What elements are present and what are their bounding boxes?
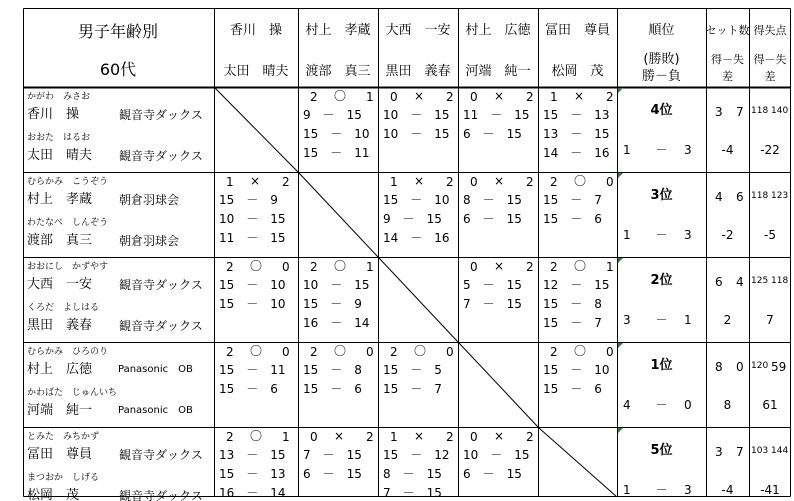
match-sets-won: 2 (226, 260, 234, 274)
points-for: 125 (751, 276, 769, 286)
sets-for: 4 (715, 190, 723, 204)
sets-difference: -4 (721, 143, 734, 157)
match-sets-won: 2 (226, 345, 234, 359)
match-sets-won: 0 (470, 90, 478, 104)
match-result-symbol: 〇 (414, 344, 427, 358)
game-score: 15 － 9 (219, 193, 278, 207)
game-score: 15 － 7 (543, 193, 602, 207)
game-score: 15 － 11 (219, 363, 286, 377)
match-sets-won: 2 (310, 90, 318, 104)
sets-against: 4 (736, 275, 744, 289)
game-score: 16 － 14 (219, 486, 286, 500)
game-score: 11 － 15 (219, 231, 286, 245)
game-score: 16 － 14 (303, 316, 370, 330)
diagonal-self-cell (539, 428, 617, 497)
player-furigana: わたなべ しんぞう (27, 218, 109, 228)
losses-count: 1 (684, 313, 692, 327)
points-for: 120 (751, 361, 769, 371)
game-score: 8 － 15 (463, 193, 522, 207)
player-furigana: むらかみ こうぞう (27, 177, 109, 187)
match-sets-lost: 2 (446, 430, 454, 444)
points-against: 140 (771, 106, 789, 116)
match-sets-lost: 2 (282, 175, 290, 189)
win-loss-dash: － (655, 483, 668, 497)
match-sets-won: 1 (390, 430, 398, 444)
points-header-sub: 得－失 (753, 53, 787, 66)
points-for: 103 (751, 446, 769, 456)
sets-against: 7 (736, 105, 744, 119)
match-sets-won: 2 (550, 260, 558, 274)
game-score: 13 － 15 (219, 448, 286, 462)
game-score: 15 － 10 (383, 193, 450, 207)
match-sets-lost: 0 (446, 345, 454, 359)
game-score: 6 － 15 (463, 127, 522, 141)
game-score: 15 － 13 (543, 108, 610, 122)
match-sets-won: 0 (470, 430, 478, 444)
game-score: 11 － 15 (463, 108, 530, 122)
points-against: 59 (771, 360, 787, 374)
game-score: 15 － 8 (543, 297, 602, 311)
game-score: 10 － 15 (219, 212, 286, 226)
points-header: 得失点 (753, 24, 787, 37)
player-club: 観音寺ダックス (119, 319, 203, 333)
match-sets-won: 0 (310, 430, 318, 444)
sets-difference: 8 (723, 398, 732, 412)
points-against: 144 (771, 446, 789, 456)
game-score: 5 － 15 (463, 278, 522, 292)
player-club: 観音寺ダックス (119, 108, 203, 122)
game-score: 7 － 15 (383, 486, 442, 500)
match-sets-lost: 0 (606, 175, 614, 189)
game-score: 15 － 11 (303, 146, 370, 160)
rank-value: 4位 (650, 103, 673, 118)
match-result-symbol: 〇 (334, 344, 347, 358)
player-name: 香川 操 (27, 107, 80, 122)
player-furigana: おおにし かずやす (27, 262, 109, 272)
game-score: 14 － 16 (383, 231, 450, 245)
match-result-symbol: × (414, 174, 425, 188)
match-result-symbol: × (414, 89, 425, 103)
sets-difference: 2 (723, 313, 732, 327)
match-sets-lost: 2 (526, 90, 534, 104)
match-result-symbol: × (494, 259, 505, 273)
points-against: 118 (771, 276, 789, 286)
points-difference: -41 (760, 483, 780, 497)
match-result-symbol: 〇 (574, 344, 587, 358)
player-name: 黒田 義春 (27, 318, 93, 333)
match-sets-lost: 1 (366, 90, 374, 104)
sets-against: 7 (736, 445, 744, 459)
points-difference: -5 (764, 228, 776, 242)
game-score: 6 － 15 (463, 212, 522, 226)
game-score: 7 － 15 (463, 297, 522, 311)
diagonal-self-cell (459, 343, 538, 427)
match-sets-won: 1 (226, 175, 234, 189)
cell-marker-icon (618, 343, 623, 348)
cell-marker-icon (618, 88, 623, 93)
rank-header-sub: 勝－負 (641, 69, 682, 84)
rank-value: 5位 (650, 443, 673, 458)
game-score: 14 － 16 (543, 146, 610, 160)
player-club: 観音寺ダックス (119, 278, 203, 292)
game-score: 15 － 6 (303, 382, 362, 396)
match-sets-won: 0 (470, 260, 478, 274)
rank-value: 3位 (650, 188, 673, 203)
match-result-symbol: × (494, 429, 505, 443)
game-score: 15 － 9 (303, 297, 362, 311)
match-result-symbol: × (250, 174, 261, 188)
match-sets-won: 2 (310, 345, 318, 359)
game-score: 10 － 15 (463, 448, 530, 462)
match-sets-lost: 0 (282, 345, 290, 359)
game-score: 15 － 8 (303, 363, 362, 377)
match-sets-won: 1 (550, 90, 558, 104)
cell-marker-icon (618, 428, 623, 433)
table-subtitle: 60代 (99, 60, 137, 79)
sets-against: 6 (736, 190, 744, 204)
match-sets-lost: 2 (446, 90, 454, 104)
rank-value: 1位 (650, 358, 673, 373)
column-header-player: 太田 晴夫 (223, 64, 289, 79)
player-name: 大西 一安 (27, 277, 93, 292)
game-score: 15 － 10 (543, 363, 610, 377)
game-score: 15 － 10 (219, 297, 286, 311)
wins-count: 1 (623, 483, 631, 497)
sets-difference: -2 (721, 228, 734, 242)
column-header-player: 香川 操 (229, 23, 283, 38)
player-furigana: くろだ よしはる (27, 303, 100, 313)
player-club: 朝倉羽球会 (119, 234, 180, 248)
game-score: 7 － 15 (303, 448, 362, 462)
match-sets-lost: 2 (606, 90, 614, 104)
player-furigana: とみた みちかず (27, 432, 100, 442)
win-loss-dash: － (655, 313, 668, 327)
game-score: 10 － 15 (383, 127, 450, 141)
player-club: Panasonic OB (118, 364, 193, 375)
game-score: 13 － 15 (543, 127, 610, 141)
player-name: 村上 孝蔵 (27, 192, 93, 207)
diagonal-self-cell (379, 258, 458, 342)
game-score: 15 － 6 (543, 382, 602, 396)
player-club: 観音寺ダックス (119, 149, 203, 163)
match-sets-lost: 2 (526, 175, 534, 189)
match-result-symbol: 〇 (574, 259, 587, 273)
match-result-symbol: 〇 (334, 89, 347, 103)
match-result-symbol: × (414, 429, 425, 443)
match-sets-lost: 2 (366, 430, 374, 444)
match-sets-won: 2 (310, 260, 318, 274)
player-furigana: まつおか しげる (27, 473, 100, 483)
cell-marker-icon (618, 173, 623, 178)
diagonal-self-cell (299, 173, 378, 257)
points-against: 123 (771, 191, 789, 201)
wins-count: 4 (623, 398, 631, 412)
match-sets-won: 2 (390, 345, 398, 359)
losses-count: 3 (684, 228, 692, 242)
player-name: 村上 広徳 (27, 362, 93, 377)
match-result-symbol: 〇 (250, 259, 263, 273)
player-club: 朝倉羽球会 (119, 193, 180, 207)
points-for: 118 (751, 191, 769, 201)
game-score: 10 － 15 (303, 278, 370, 292)
match-sets-won: 0 (390, 90, 398, 104)
sets-header-sub: 得－失 (711, 53, 744, 66)
match-sets-won: 1 (390, 175, 398, 189)
table-title: 男子年齢別 (77, 22, 159, 41)
game-score: 9 － 15 (303, 108, 362, 122)
losses-count: 3 (684, 143, 692, 157)
match-result-symbol: × (494, 89, 505, 103)
player-club: Panasonic OB (118, 405, 193, 416)
match-sets-won: 0 (470, 175, 478, 189)
game-score: 6 － 15 (303, 467, 362, 481)
match-result-symbol: 〇 (334, 259, 347, 273)
game-score: 15 － 10 (303, 127, 370, 141)
rank-value: 2位 (650, 273, 673, 288)
player-furigana: おおた はるお (27, 133, 91, 143)
game-score: 10 － 15 (383, 108, 450, 122)
match-sets-won: 2 (550, 175, 558, 189)
player-name: 冨田 尊員 (27, 447, 93, 462)
game-score: 15 － 6 (543, 212, 602, 226)
game-score: 15 － 7 (383, 382, 442, 396)
wins-count: 1 (623, 143, 631, 157)
sets-for: 6 (715, 275, 723, 289)
cell-marker-icon (618, 258, 623, 263)
player-name: 太田 晴夫 (27, 148, 93, 163)
column-header-player: 黒田 義春 (385, 64, 451, 79)
game-score: 12 － 15 (543, 278, 610, 292)
game-score: 6 － 15 (463, 467, 522, 481)
losses-count: 0 (684, 398, 692, 412)
column-header-player: 河端 純一 (465, 64, 531, 79)
sets-header: セット数 (705, 24, 750, 37)
wins-count: 1 (623, 228, 631, 242)
match-sets-won: 2 (550, 345, 558, 359)
sets-header-sub: 差 (722, 70, 733, 83)
match-sets-lost: 1 (366, 260, 374, 274)
player-club: 観音寺ダックス (119, 489, 203, 501)
sets-for: 3 (715, 445, 723, 459)
match-sets-lost: 2 (526, 430, 534, 444)
match-sets-lost: 1 (606, 260, 614, 274)
player-name: 渡部 真三 (27, 233, 93, 248)
points-difference: 61 (762, 398, 778, 412)
game-score: 15 － 7 (543, 316, 602, 330)
match-result-symbol: 〇 (250, 429, 263, 443)
player-furigana: かわばた じゅんいち (27, 388, 118, 398)
points-difference: -22 (760, 143, 780, 157)
match-result-symbol: × (334, 429, 345, 443)
sets-against: 0 (736, 360, 744, 374)
game-score: 15 － 12 (383, 448, 450, 462)
sets-difference: -4 (721, 483, 734, 497)
game-score: 15 － 6 (219, 382, 278, 396)
match-sets-lost: 0 (606, 345, 614, 359)
sets-for: 8 (715, 360, 723, 374)
diagonal-self-cell (215, 88, 298, 172)
win-loss-dash: － (655, 143, 668, 157)
game-score: 15 － 13 (219, 467, 286, 481)
game-score: 9 － 15 (383, 212, 442, 226)
match-result-symbol: 〇 (574, 174, 587, 188)
rank-header: 順位 (648, 23, 675, 38)
game-score: 8 － 15 (383, 467, 442, 481)
player-name: 河端 純一 (27, 403, 93, 418)
match-result-symbol: × (574, 89, 585, 103)
game-score: 15 － 10 (219, 278, 286, 292)
match-sets-lost: 1 (282, 430, 290, 444)
win-loss-dash: － (655, 398, 668, 412)
match-sets-won: 2 (226, 430, 234, 444)
column-header-player: 村上 孝蔵 (305, 23, 371, 38)
match-sets-lost: 2 (446, 175, 454, 189)
match-result-symbol: × (494, 174, 505, 188)
win-loss-dash: － (655, 228, 668, 242)
points-for: 118 (751, 106, 769, 116)
match-result-symbol: 〇 (250, 344, 263, 358)
wins-count: 3 (623, 313, 631, 327)
sets-for: 3 (715, 105, 723, 119)
column-header-player: 渡部 真三 (305, 64, 371, 79)
column-header-player: 松岡 茂 (551, 64, 604, 79)
losses-count: 3 (684, 483, 692, 497)
match-sets-lost: 0 (282, 260, 290, 274)
game-score: 15 － 5 (383, 363, 442, 377)
player-club: 観音寺ダックス (119, 448, 203, 462)
player-furigana: かがわ みさお (27, 92, 91, 102)
match-sets-lost: 2 (526, 260, 534, 274)
column-header-player: 大西 一安 (385, 23, 451, 38)
rank-header-sub: (勝敗) (643, 52, 680, 67)
points-difference: 7 (766, 313, 774, 327)
match-sets-lost: 0 (366, 345, 374, 359)
column-header-player: 村上 広徳 (465, 23, 531, 38)
player-name: 松岡 茂 (27, 488, 80, 501)
points-header-sub: 差 (764, 70, 776, 83)
player-furigana: むらかみ ひろのり (27, 347, 109, 357)
column-header-player: 冨田 尊員 (544, 23, 611, 38)
